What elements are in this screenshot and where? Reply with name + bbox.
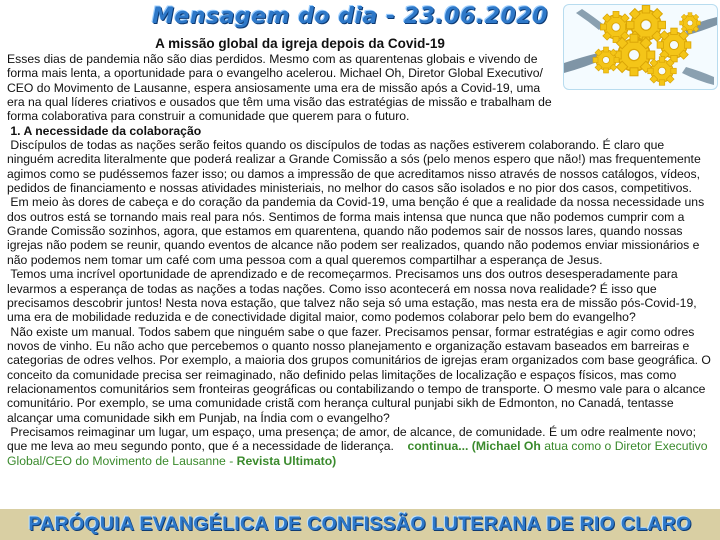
page-title: Mensagem do dia - 23.06.2020: [152, 4, 548, 29]
continue-label: continua... (Michael Oh: [407, 439, 541, 454]
paragraph-4: Não existe um manual. Todos sabem que ninguém sabe o que fazer. Precisamos pensar, formar estratégias e agir como odres novos de vinho. Eu não acho que percebemos o quanto nosso planejamento e organização estavam baseados em barreiras e categorias de odres velhos. Por exemplo, a maioria dos grupos comunitários de igrejas eram organizados com base geográfica. O conceito da comunidade precisa ser reimaginado, não definido pelas limitações de localização e espaços físicos, mas como relacionamentos comunitários sem fronteiras geográficas ou contabilizando o tempo de transporte. O mesmo vale para o alcance comunitário. Por exemplo, se uma comunidade cristã com herança cultural punjabi sikh de Edmonton, no Canadá, tentasse alcançar uma comunidade sikh em Punjab, na Índia com o evangelho?: [7, 324, 711, 425]
article-title: A missão global da igreja depois da Covid-19: [155, 36, 445, 51]
section-heading: 1. A necessidade da colaboração: [10, 123, 202, 138]
paragraph-2: Em meio às dores de cabeça e do coração da pandemia da Covid-19, uma benção é que a realidade da nossa necessidade uns dos outros está se tornando mais real para nós. Sentimos de forma mais intensa que nunca que não podemos cumprir com a Grande Comissão sozinhos, agora, que estamos em quarentena, quando não podemos sair de nossos lares, quando nossas igrejas não podem se reunir, quando eventos de alcance não podem ser realizados, quando não podemos enviar missionários e não podemos nem tomar um café com uma pessoa com a qual queremos compartilhar a esperança de Jesus.: [7, 195, 705, 267]
credit-role: atua como o Diretor Executivo Global/CEO do Movimento de Lausanne -: [7, 439, 708, 468]
article-body: [7, 52, 713, 468]
credit-source: Revista Ultimato): [236, 453, 337, 468]
paragraph-5: Precisamos reimaginar um lugar, um espaço, uma presença; de amor, de alcance, de comunidade. É um odre realmente novo; que me leva ao meu segundo ponto, que é a necessidade de liderança. continua... (Michael Oh atua como o Diretor Executivo Global/CEO do Movimento de Lausanne - Revista Ultimato): [7, 424, 708, 468]
paragraph-1: Discípulos de todas as nações serão feitos quando os discípulos de todas as nações estiverem colaborando. É claro que ninguém acredita literalmente que poderá realizar a Grande Comissão a sós (pelo menos espero que não!) mas frequentemente agimos como se pudéssemos fazer isso; ou damos a impressão de que acreditamos nisso através de nossos catálogos, vídeos, pedidos de financiamento e nossas atividades ministeriais, no melhor do casos são isolados e no pior dos casos, competitivos.: [7, 138, 701, 196]
footer-text: PARÓQUIA EVANGÉLICA DE CONFISSÃO LUTERANA DE RIO CLARO: [28, 513, 692, 535]
intro-paragraph: Esses dias de pandemia não são dias perdidos. Mesmo com as quarentenas globais e vivendo de forma mais lenta, a oportunidade para o evangelho acelerou. Michael Oh, Diretor Global Executivo/ CEO do Movimento de Lausanne, espera ansiosamente uma era de missão após a Covid-19, uma era na qual líderes criativos e ousados que têm uma visão das estratégias de missão e trabalham de forma colaborativa para construir a comunidade que querem para o futuro.: [7, 52, 552, 124]
footer-banner: [0, 509, 720, 540]
paragraph-3: Temos uma incrível oportunidade de aprendizado e de recomeçarmos. Precisamos uns dos outros desesperadamente para levarmos a esperança de todas as nações a todas nações. Como isso acontecerá em nossa nova realidade? É isso que precisamos descobrir juntos! Nesta nova estação, que talvez não seja só uma estação, mas nesta era de missão pós-Covid-19, uma era de mobilidade reduzida e de conectividade digital maior, como podemos colaborar pelo bem do evangelho?: [7, 267, 697, 325]
